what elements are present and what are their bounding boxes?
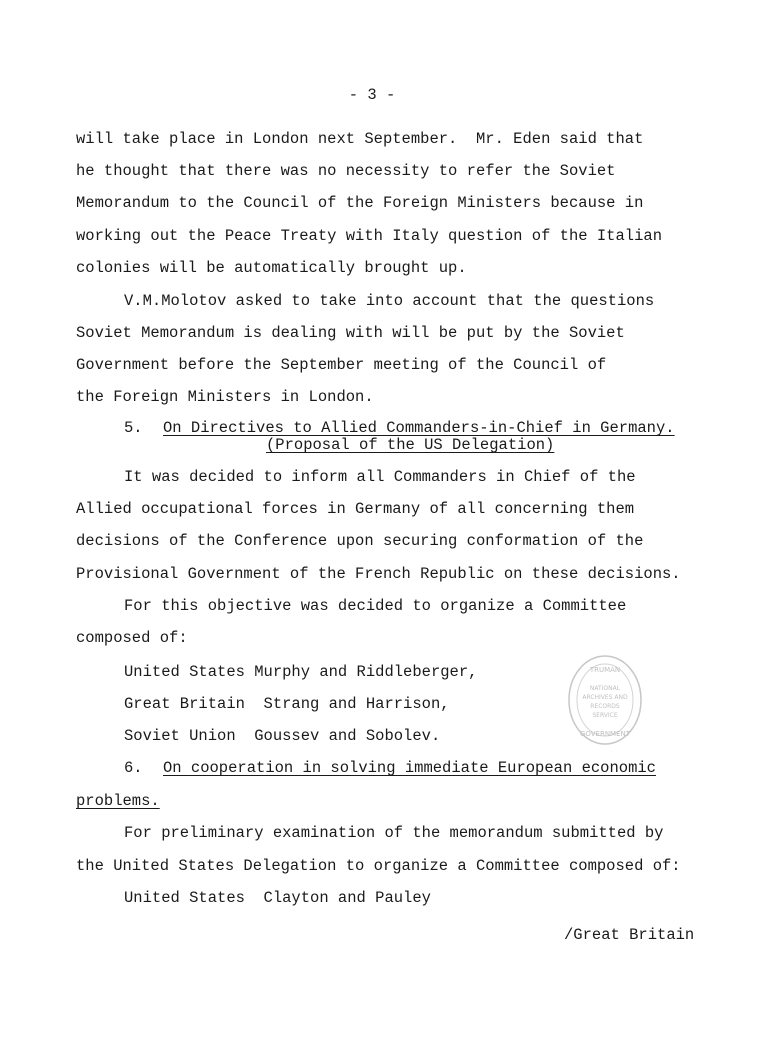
- svg-text:GOVERNMENT: GOVERNMENT: [579, 730, 631, 738]
- paragraph-line: colonies will be automatically brought up.: [76, 259, 467, 277]
- paragraph-line: Government before the September meeting of the Council of: [76, 356, 607, 374]
- svg-text:NATIONAL: NATIONAL: [589, 685, 621, 692]
- paragraph-line: will take place in London next September. Mr. Eden said that: [76, 130, 644, 148]
- paragraph-line: Allied occupational forces in Germany of all concerning them: [76, 500, 635, 518]
- paragraph-line: For this objective was decided to organize a Committee: [124, 597, 627, 615]
- section-number: 5.: [124, 419, 143, 437]
- page-number: - 3 -: [348, 86, 396, 104]
- archive-stamp-icon: [566, 652, 644, 748]
- paragraph-line: he thought that there was no necessity to refer the Soviet: [76, 162, 616, 180]
- svg-text:TRUMAN: TRUMAN: [589, 666, 621, 674]
- section-number: 6.: [124, 759, 143, 777]
- section-heading: On Directives to Allied Commanders-in-Chief in Germany.: [163, 419, 675, 437]
- paragraph-line: composed of:: [76, 629, 188, 647]
- paragraph-line: Memorandum to the Council of the Foreign Ministers because in: [76, 194, 644, 212]
- section-heading-continued: problems.: [76, 792, 160, 810]
- paragraph-line: V.M.Molotov asked to take into account that the questions: [124, 292, 655, 310]
- paragraph-line: For preliminary examination of the memorandum submitted by: [124, 824, 664, 842]
- paragraph-line: United States Clayton and Pauley: [124, 889, 431, 907]
- section-subheading: (Proposal of the US Delegation): [266, 436, 555, 454]
- svg-text:ARCHIVES AND: ARCHIVES AND: [582, 694, 628, 701]
- paragraph-line: Soviet Memorandum is dealing with will be put by the Soviet: [76, 324, 625, 342]
- continuation-catchword: /Great Britain: [564, 926, 695, 944]
- paragraph-line: decisions of the Conference upon securing conformation of the: [76, 532, 644, 550]
- committee-member-line: Great Britain Strang and Harrison,: [124, 695, 450, 713]
- section-heading: On cooperation in solving immediate European economic: [163, 759, 656, 777]
- committee-member-line: Soviet Union Goussev and Sobolev.: [124, 727, 441, 745]
- svg-text:RECORDS: RECORDS: [590, 703, 620, 710]
- svg-text:SERVICE: SERVICE: [592, 712, 618, 719]
- paragraph-line: the Foreign Ministers in London.: [76, 388, 374, 406]
- paragraph-line: Provisional Government of the French Republic on these decisions.: [76, 565, 681, 583]
- paragraph-line: the United States Delegation to organize a Committee composed of:: [76, 857, 681, 875]
- committee-member-line: United States Murphy and Riddleberger,: [124, 663, 478, 681]
- paragraph-line: working out the Peace Treaty with Italy question of the Italian: [76, 227, 662, 245]
- paragraph-line: It was decided to inform all Commanders in Chief of the: [124, 468, 636, 486]
